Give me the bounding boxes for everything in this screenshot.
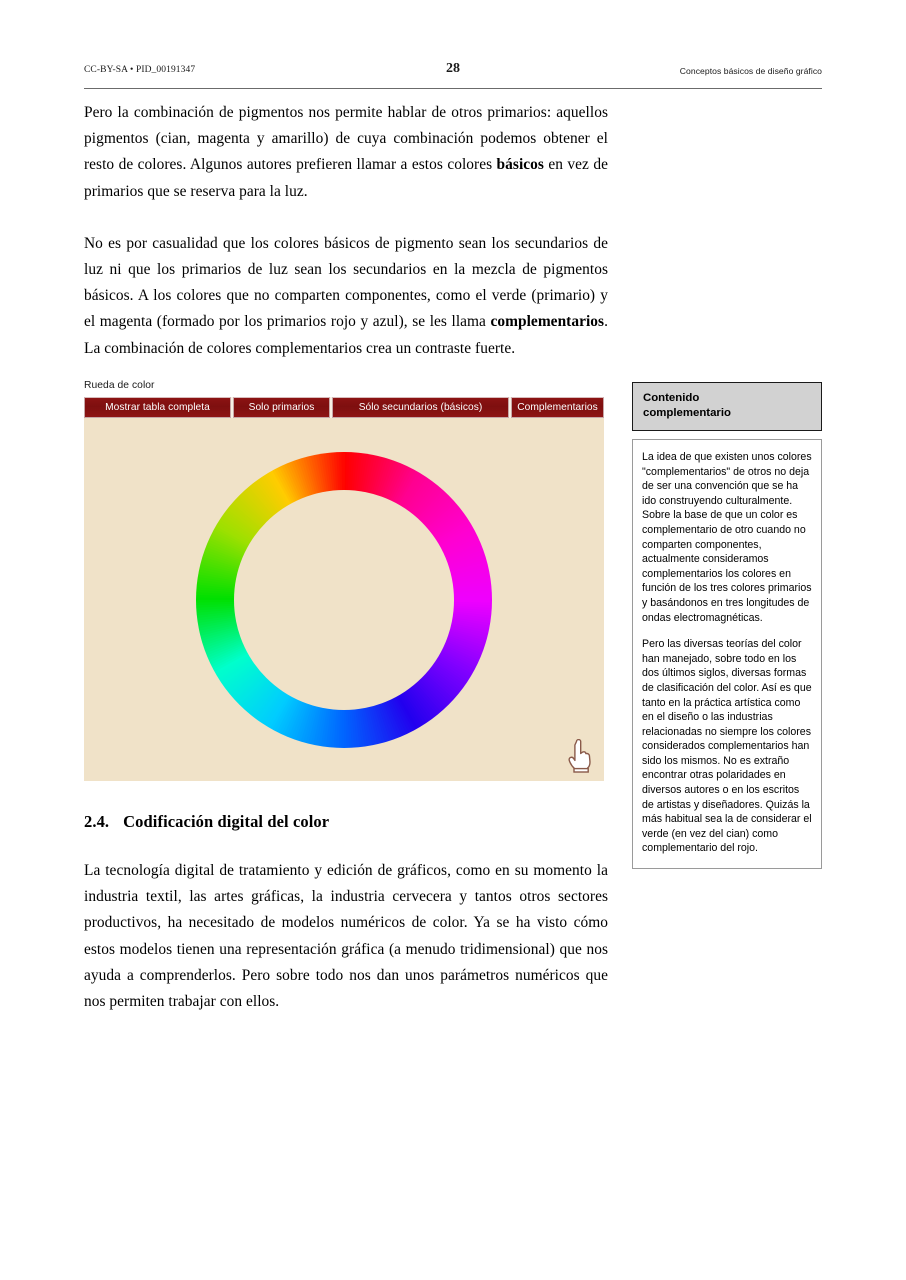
page-header [84, 61, 822, 89]
section-title: Codificación digital del color [123, 812, 330, 831]
par1-text-a: Pero la combinación de pigmentos nos permite hablar de otros primarios: aquellos pigmentos (cian, magenta y amarillo) de cuya combinación podemos obtener el resto de colores. Algunos autores prefieren llamar a estos colores [84, 104, 608, 174]
page-section-heading [84, 812, 608, 832]
sidebar-complementary-content [632, 382, 822, 869]
paragraph-digital-coding: La tecnología digital de tratamiento y edición de gráficos, como en su momento la industria textil, las artes gráficas, la industria cervecera y tantos otros sectores productivos, ha necesitado de modelos numéricos de color. Ya se ha visto cómo estos modelos tienen una representación gráfica (a menudo tridimensional) que nos ayuda a comprenderlos. Pero sobre todo nos dan unos parámetros numéricos que nos permiten trabajar con ellos. [84, 862, 608, 1011]
section-number: 2.4. [84, 812, 110, 831]
button-solo-secundarios[interactable]: Sólo secundarios (básicos) [332, 397, 509, 418]
sidebar-paragraph-1: La idea de que existen unos colores "complementarios" de otros no deja de ser una convención que se ha ido construyendo culturalmente. Sobre la base de que un color es complementario de otro cuando no comparten componentes, actualmente consideramos complementarios los colores en función de los tres colores primarios y basándonos en tres longitudes de ondas electromagnéticas. [642, 451, 812, 624]
paragraph-complementary-colors [84, 231, 608, 362]
color-wheel-ring[interactable] [192, 448, 496, 752]
par1-bold-basicos: básicos [496, 156, 544, 174]
pointing-hand-cursor-icon [566, 739, 592, 773]
sidebar-title-line2: complementario [643, 407, 731, 419]
header-license-id: CC-BY-SA • PID_00191347 [84, 65, 196, 75]
sidebar-paragraph-2: Pero las diversas teorías del color han manejado, sobre todo en los dos últimos siglos, diversas formas de clasificación del color. Así es que tanto en la práctica artística como en el diseño o las industrias relacionadas no siempre los colores considerados complementarios han sido los mismos. No es extraño encontrar otras polaridades en diversos autores o en los escritos de artistas y diseñadores. Quizás la más habitual sea la de considerar el verde (en vez del cian) como complementario del rojo. [642, 638, 812, 855]
header-document-title: Conceptos básicos de diseño gráfico [679, 66, 822, 76]
color-wheel-toolbar [84, 397, 604, 418]
color-wheel-svg [192, 448, 496, 752]
section-2-4-body [84, 858, 608, 1041]
color-wheel-figure [84, 380, 604, 781]
figure-caption: Rueda de color [84, 380, 155, 391]
par2-text-b: . La combinación de colores complementarios crea un contraste fuerte. [84, 313, 608, 357]
color-wheel-canvas[interactable] [84, 418, 604, 781]
sidebar-body [632, 439, 822, 869]
button-mostrar-tabla-completa[interactable]: Mostrar tabla completa [84, 397, 231, 418]
button-complementarios[interactable]: Complementarios [511, 397, 604, 418]
par1-text-b: en vez de primarios que se reserva para la luz. [84, 156, 608, 200]
sidebar-title-line1: Contenido [643, 392, 700, 404]
par2-text-a: No es por casualidad que los colores básicos de pigmento sean los secundarios de luz ni que los primarios de luz sean los secundarios en la mezcla de pigmentos básicos. A los colores que no comparten componentes, como el verde (primario) y el magenta (formado por los primarios rojo y azul), se les llama [84, 234, 608, 331]
paragraph-pigments-primaries [84, 100, 608, 205]
button-solo-primarios[interactable]: Solo primarios [233, 397, 330, 418]
section-2-4-block [84, 812, 608, 832]
page-number: 28 [446, 61, 460, 76]
sidebar-title [632, 382, 822, 431]
main-content-column [84, 100, 608, 388]
par2-bold-complementarios: complementarios [490, 313, 605, 331]
